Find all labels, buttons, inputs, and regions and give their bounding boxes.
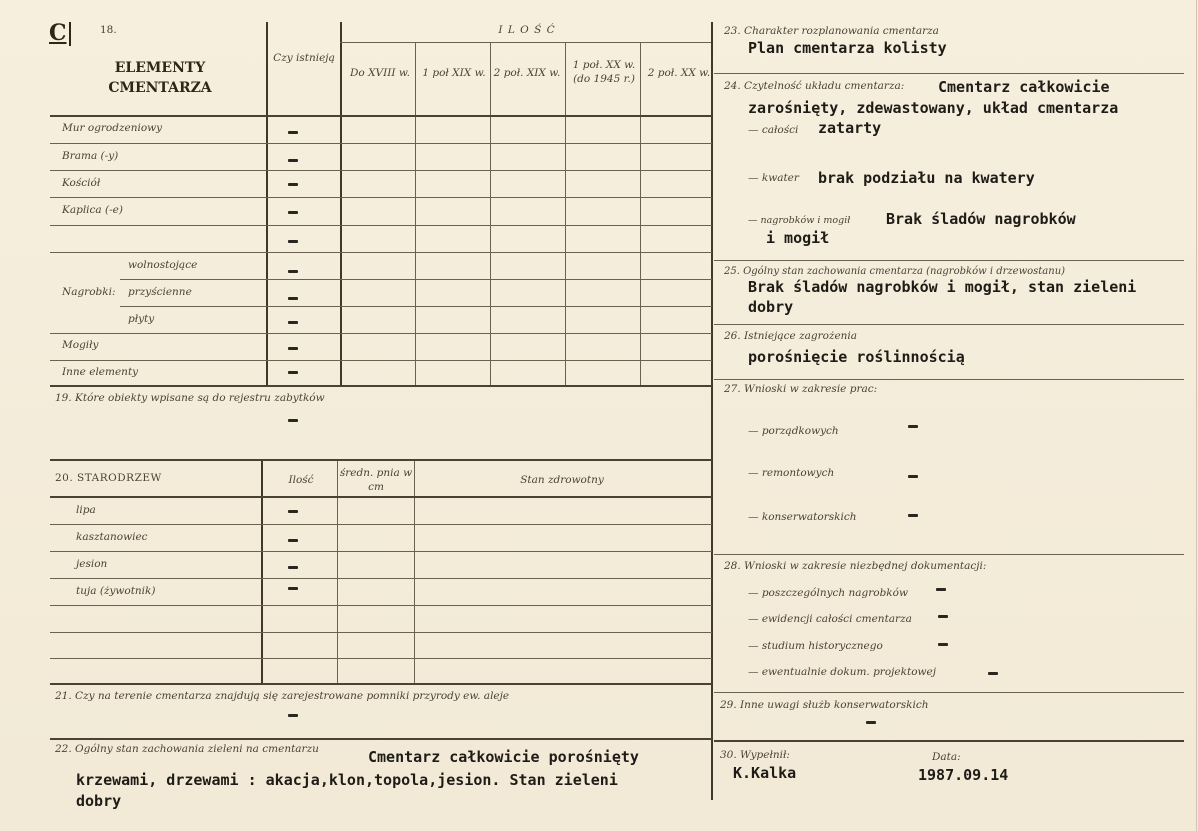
row-line xyxy=(50,632,712,633)
s18-row-value xyxy=(288,211,298,214)
s29-value xyxy=(866,721,876,724)
s28-item-value xyxy=(938,643,948,646)
s28-item-label: — studium historycznego xyxy=(748,640,883,652)
s18-row-value xyxy=(288,321,298,324)
s19-label: 19. Które obiekty wpisane są do rejestru zabytków xyxy=(55,392,325,404)
s18-col-1pol19: 1 poł XIX w. xyxy=(422,67,486,79)
divider xyxy=(565,42,566,386)
s18-col-do18: Do XVIII w. xyxy=(350,67,410,79)
s25-value-line2: dobry xyxy=(748,298,794,316)
row-line xyxy=(50,197,712,198)
s24-nagrobkow-value-line1: Brak śladów nagrobków xyxy=(886,210,1076,228)
s30-value: K.Kalka xyxy=(733,764,797,782)
s20-row-label: tuja (żywotnik) xyxy=(76,585,156,597)
s18-col-2pol19: 2 poł. XIX w. xyxy=(493,67,561,79)
s25-value-line1: Brak śladów nagrobków i mogił, stan zieleni xyxy=(748,278,1137,296)
s24-nagrobkow-value-line2: i mogił xyxy=(766,229,830,247)
s18-row-label: przyścienne xyxy=(128,286,192,298)
row-line xyxy=(120,279,712,280)
divider xyxy=(414,461,415,683)
s18-row-label: płyty xyxy=(128,313,155,325)
s28-item-label: — poszczególnych nagrobków xyxy=(748,587,908,599)
s24-kwater-label: — kwater xyxy=(748,172,799,184)
s24-label: 24. Czytelność układu cmentarza: xyxy=(724,80,905,92)
divider xyxy=(640,42,641,386)
row-line xyxy=(50,170,712,171)
s18-col-1pol20: 1 poł. XX w. (do 1945 r.) xyxy=(572,59,636,85)
section-letter: C xyxy=(49,20,67,46)
s25-label: 25. Ogólny stan zachowania cmentarza (nagrobków i drzewostanu) xyxy=(724,266,1066,277)
s18-row-label: Kościół xyxy=(62,177,101,189)
divider xyxy=(266,22,268,386)
s24-calosci-value: zatarty xyxy=(818,119,882,137)
s27-item-label: — konserwatorskich xyxy=(748,511,857,523)
s18-title-line1: ELEMENTY xyxy=(114,60,206,76)
s20-row-label: jesion xyxy=(76,558,108,570)
s24-calosci-label: — całości xyxy=(748,124,799,136)
divider xyxy=(50,683,712,685)
s20-row-label: lipa xyxy=(76,504,96,516)
s26-value: porośnięcie roślinnością xyxy=(748,348,965,366)
s18-row-label: Kaplica (-e) xyxy=(62,204,123,216)
s27-item-value xyxy=(908,425,918,428)
s20-row-value xyxy=(288,566,298,569)
s24-value-line1: Cmentarz całkowicie xyxy=(938,78,1110,96)
divider xyxy=(714,692,1184,693)
divider xyxy=(50,496,712,498)
s18-row-value xyxy=(288,297,298,300)
divider xyxy=(714,73,1184,74)
row-line xyxy=(50,524,712,525)
s28-item-label: — ewidencji całości cmentarza xyxy=(748,613,912,625)
divider xyxy=(337,461,338,683)
s18-row-value xyxy=(288,347,298,350)
s29-label: 29. Inne uwagi służb konserwatorskich xyxy=(720,699,929,711)
s18-row-label: Inne elementy xyxy=(62,366,139,378)
s18-row-value xyxy=(288,183,298,186)
row-line xyxy=(50,360,712,361)
s18-row-label: Mur ogrodzeniowy xyxy=(62,122,163,134)
row-line xyxy=(50,143,712,144)
s18-row-value xyxy=(288,131,298,134)
s22-value-line3: dobry xyxy=(76,792,122,810)
s18-row-label: Brama (-y) xyxy=(62,150,119,162)
divider xyxy=(261,461,263,683)
divider xyxy=(50,459,712,461)
s24-nagrobkow-label: — nagrobków i mogił xyxy=(748,215,851,226)
s20-col-stan: Stan zdrowotny xyxy=(520,474,604,486)
row-line xyxy=(50,225,712,226)
s27-item-label: — porządkowych xyxy=(748,425,839,437)
s23-value: Plan cmentarza kolisty xyxy=(748,39,947,57)
row-line xyxy=(50,605,712,606)
s27-label: 27. Wnioski w zakresie prac: xyxy=(724,383,878,395)
divider xyxy=(415,42,416,386)
s23-label: 23. Charakter rozplanowania cmentarza xyxy=(724,25,939,37)
row-line xyxy=(50,658,712,659)
s18-row-value xyxy=(288,159,298,162)
row-line xyxy=(50,252,712,253)
divider xyxy=(340,42,712,43)
divider xyxy=(50,738,712,740)
s20-row-value xyxy=(288,510,298,513)
s21-value xyxy=(288,714,298,717)
s18-col-2pol20: 2 poł. XX w. xyxy=(647,67,711,79)
divider xyxy=(1196,0,1197,831)
s24-kwater-value: brak podziału na kwatery xyxy=(818,169,1035,187)
s18-nagrobki-label: Nagrobki: xyxy=(62,286,116,298)
row-line xyxy=(120,306,712,307)
s20-row-label: kasztanowiec xyxy=(76,531,148,543)
row-line xyxy=(50,551,712,552)
s18-row-value xyxy=(288,371,298,374)
divider xyxy=(714,260,1184,261)
s27-item-value xyxy=(908,475,918,478)
s22-value-line2: krzewami, drzewami : akacja,klon,topola,jesion. Stan zieleni xyxy=(76,771,618,789)
s21-label: 21. Czy na terenie cmentarza znajdują się zarejestrowane pomniki przyrody ew. aleje xyxy=(55,690,510,702)
divider xyxy=(340,22,342,386)
s20-row-value xyxy=(288,587,298,590)
row-line xyxy=(50,333,712,334)
divider xyxy=(50,115,712,117)
s22-value-line1: Cmentarz całkowicie porośnięty xyxy=(368,748,639,766)
s27-item-value xyxy=(908,514,918,517)
divider xyxy=(50,385,712,387)
divider xyxy=(714,554,1184,555)
s27-item-label: — remontowych xyxy=(748,467,835,479)
divider xyxy=(714,740,1184,742)
s18-row-value xyxy=(288,270,298,273)
row-line xyxy=(50,578,712,579)
s30-date-label: Data: xyxy=(932,751,961,763)
divider xyxy=(490,42,491,386)
s18-col-czy: Czy istnieją xyxy=(273,52,335,64)
s19-value xyxy=(288,419,298,422)
s20-title: 20. STARODRZEW xyxy=(55,472,162,484)
s18-title-line2: CMENTARZA xyxy=(108,80,212,96)
s20-row-value xyxy=(288,539,298,542)
s30-label: 30. Wypełnił: xyxy=(720,749,790,761)
s20-col-srednica: średn. pnia w cm xyxy=(339,467,413,493)
s22-label: 22. Ogólny stan zachowania zieleni na cmentarzu xyxy=(55,743,319,755)
s28-label: 28. Wnioski w zakresie niezbędnej dokumentacji: xyxy=(724,560,987,572)
s28-item-label: — ewentualnie dokum. projektowej xyxy=(748,666,936,678)
s28-item-value xyxy=(988,672,998,675)
s18-row-label: wolnostojące xyxy=(128,259,198,271)
s18-row-value xyxy=(288,240,298,243)
s18-row-label: Mogiły xyxy=(62,339,99,351)
s26-label: 26. Istniejące zagrożenia xyxy=(724,330,858,342)
s18-number: 18. xyxy=(100,24,117,36)
s28-item-value xyxy=(938,615,948,618)
s24-value-line2: zarośnięty, zdewastowany, układ cmentarza xyxy=(748,99,1119,117)
divider xyxy=(714,379,1184,380)
s18-col-ilosc: I L O Ś Ć xyxy=(498,24,556,36)
s20-col-ilosc: Ilość xyxy=(288,474,314,486)
s30-date-value: 1987.09.14 xyxy=(918,766,1009,784)
divider xyxy=(714,324,1184,325)
s28-item-value xyxy=(936,588,946,591)
